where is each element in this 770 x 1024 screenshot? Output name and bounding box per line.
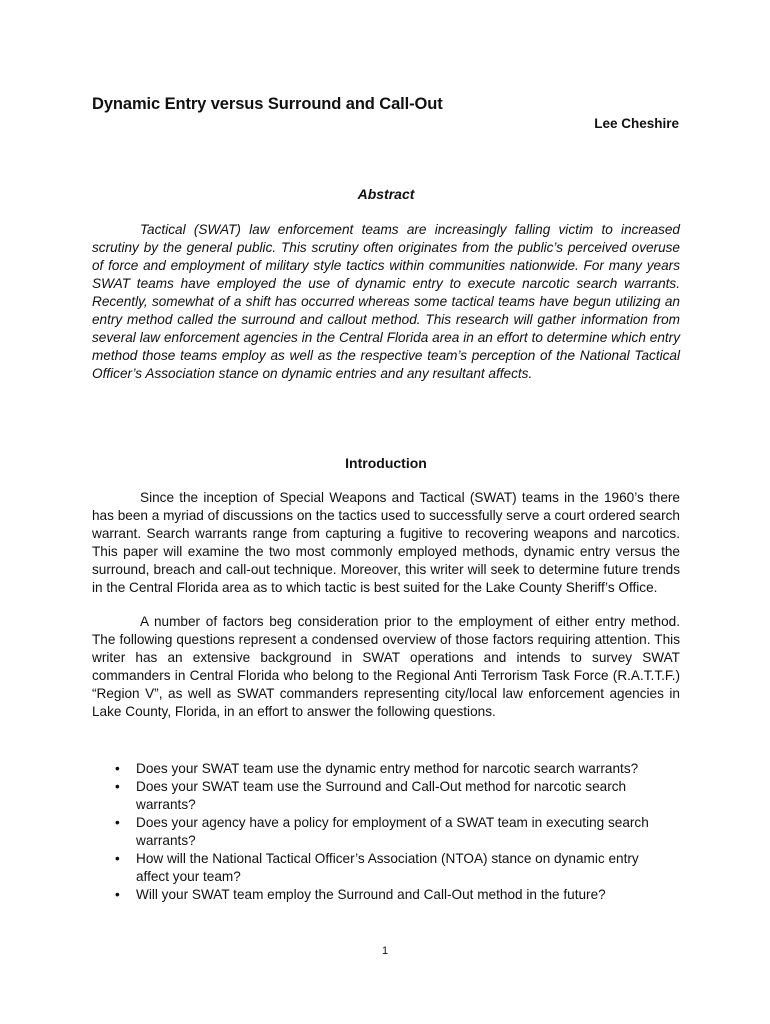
document-title: Dynamic Entry versus Surround and Call-Out bbox=[92, 95, 443, 113]
intro-paragraph-2: A number of factors beg consideration prior to the employment of either entry method. The following questions represent a condensed overview of those factors requiring attention. This writer has an extensive background in SWAT operations and intends to survey SWAT commanders in Central Florida who belong to the Regional Anti Terrorism Task Force (R.A.T.T.F.) “Region V”, as well as SWAT commanders representing city/local law enforcement agencies in Lake County, Florida, in an effort to answer the following questions. bbox=[92, 614, 680, 719]
question-text: Does your SWAT team use the Surround and Call-Out method for narcotic search warrants? bbox=[136, 779, 627, 812]
list-item bbox=[92, 886, 680, 904]
question-list bbox=[92, 760, 680, 904]
question-text: Will your SWAT team employ the Surround and Call-Out method in the future? bbox=[136, 887, 606, 902]
abstract-paragraph: Tactical (SWAT) law enforcement teams are increasingly falling victim to increased scrutiny by the general public. This scrutiny often originates from the public’s perceived overuse of force and employment of military style tactics within communities nationwide. For many years SWAT teams have employed the use of dynamic entry to execute narcotic search warrants. Recently, somewhat of a shift has occurred whereas some tactical teams have begun utilizing an entry method called the surround and callout method. This research will gather information from several law enforcement agencies in the Central Florida area in an effort to determine which entry method those teams employ as well as the respective team’s perception of the National Tactical Officer’s Association stance on dynamic entries and any resultant affects. bbox=[92, 222, 680, 381]
list-item bbox=[92, 814, 680, 850]
abstract-heading: Abstract bbox=[357, 186, 415, 202]
author-name: Lee Cheshire bbox=[594, 116, 679, 131]
bullet-icon: • bbox=[115, 779, 120, 794]
bullet-icon: • bbox=[115, 815, 120, 830]
question-text: Does your agency have a policy for employment of a SWAT team in executing search warrants? bbox=[136, 815, 649, 848]
page-number: 1 bbox=[381, 945, 389, 957]
question-text: How will the National Tactical Officer’s Association (NTOA) stance on dynamic entry affect your team? bbox=[136, 851, 639, 884]
bullet-icon: • bbox=[115, 887, 120, 902]
question-text: Does your SWAT team use the dynamic entry method for narcotic search warrants? bbox=[136, 761, 639, 776]
list-item bbox=[92, 760, 680, 778]
list-item bbox=[92, 850, 680, 886]
list-item bbox=[92, 778, 680, 814]
intro-paragraph-1: Since the inception of Special Weapons and Tactical (SWAT) teams in the 1960’s there has been a myriad of discussions on the tactics used to successfully serve a court ordered search warrant. Search warrants range from capturing a fugitive to recovering weapons and narcotics. This paper will examine the two most commonly employed methods, dynamic entry versus the surround, breach and call-out technique. Moreover, this writer will seek to determine future trends in the Central Florida area as to which tactic is best suited for the Lake County Sheriff’s Office. bbox=[92, 490, 680, 595]
introduction-heading: Introduction bbox=[345, 455, 427, 471]
bullet-icon: • bbox=[115, 851, 120, 866]
bullet-icon: • bbox=[115, 761, 120, 776]
